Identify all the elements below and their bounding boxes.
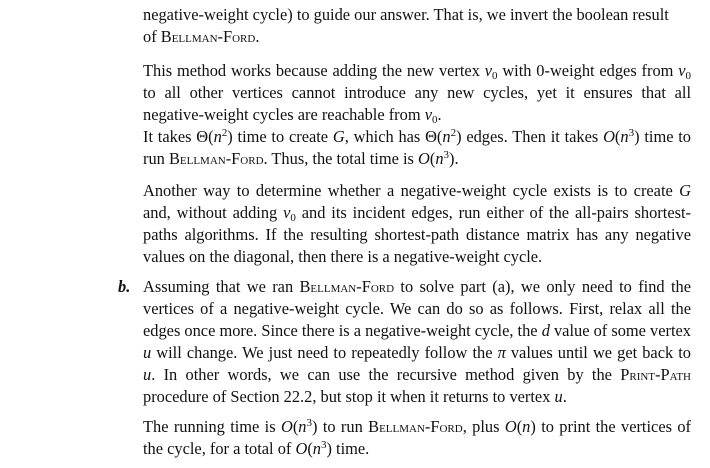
math-sup: 3 [443, 149, 450, 161]
text: with 0-weight edges from [497, 61, 679, 80]
text: ) time to create [227, 127, 333, 146]
text: value of some vertex [549, 321, 691, 340]
text: The running time is [143, 417, 281, 436]
procedure-name: Print-Path [620, 365, 691, 384]
text: Another way to determine whether a negative-weight cycle exists is to create [143, 181, 680, 200]
math-sup: 3 [306, 417, 312, 429]
text: ( [292, 417, 299, 436]
algorithm-name: Bellman-Ford [168, 149, 264, 168]
math-var: n [435, 149, 444, 168]
text: . [562, 387, 567, 406]
math-var: u [143, 365, 152, 384]
math-var: n [312, 439, 321, 458]
algorithm-name: Bellman-Ford [368, 417, 463, 436]
math-var: G [679, 181, 691, 200]
math-var: O [295, 439, 308, 458]
text: ( [516, 417, 523, 436]
math-var: G [332, 127, 345, 146]
text: ) time to run [143, 127, 692, 168]
math-var: u [554, 387, 563, 406]
text: procedure of Section 22.2, but stop it when it returns to vertex [143, 387, 555, 406]
text: . [437, 105, 442, 124]
text: and, without adding [143, 203, 284, 222]
math-var: d [541, 321, 550, 340]
math-var: n [522, 417, 531, 436]
math-sub: 0 [492, 70, 498, 82]
text: of [143, 27, 161, 46]
math-sup: 2 [221, 127, 228, 139]
text: . Thus, the total time is [263, 149, 419, 168]
text: to all other vertices cannot introduce any new cycles, yet it ensures that all negative-weight cycles are reachable from [143, 83, 691, 124]
text: ). [449, 149, 459, 168]
algorithm-name: Bellman-Ford [299, 277, 395, 296]
paragraph-cycle-running-time [143, 416, 691, 460]
math-var: u [143, 343, 152, 362]
text: ( [307, 439, 313, 458]
paragraph-method-works [143, 60, 691, 126]
text: , plus [462, 417, 505, 436]
text: ( [614, 127, 621, 146]
algorithm-name: Bellman-Ford [160, 27, 256, 46]
text: values until we get back to [505, 343, 691, 362]
text: to solve part (a), we only need to find the vertices of a negative-weight cycle. We can do so as follows. First, relax all the edges once more. Since there is a negative-weight cycle, the [143, 277, 691, 340]
text: ) to run [312, 417, 369, 436]
text: . In other words, we can use the recursive method given by the [151, 365, 621, 384]
math-var: n [442, 127, 451, 146]
math-var: O [603, 127, 615, 146]
text: ) edges. Then it takes [456, 127, 604, 146]
text: Assuming that we ran [143, 277, 300, 296]
math-sub: 0 [685, 70, 691, 82]
text: This method works because adding the new vertex [143, 61, 485, 80]
math-var: v [484, 61, 493, 80]
math-sub: 0 [290, 212, 296, 224]
paragraph-running-time [143, 126, 691, 170]
text: ) to print the vertices of the cycle, for a total of [143, 417, 691, 458]
math-var: v [424, 105, 432, 124]
text: will change. We just need to repeatedly follow the [151, 343, 498, 362]
text: ( [429, 149, 436, 168]
math-sup: 3 [628, 127, 635, 139]
text: It takes Θ( [143, 127, 214, 146]
text: and its incident edges, run either of the all-pairs shortest-paths algorithms. If the resulting shortest-path distance matrix has any negative values on the diagonal, then there is a negative-weight cycle. [143, 203, 691, 266]
text: ) time. [326, 439, 370, 458]
paragraph-another-way [143, 180, 691, 268]
paragraph-find-cycle [143, 276, 691, 408]
math-var: O [280, 417, 293, 436]
text: negative-weight cycle) to guide our answer. That is, we invert the boolean result [143, 5, 669, 24]
math-sub: 0 [431, 114, 438, 126]
math-var: n [213, 127, 222, 146]
math-sup: 3 [320, 439, 327, 451]
text: . [255, 27, 260, 46]
math-var: n [298, 417, 307, 436]
math-var: O [418, 149, 430, 168]
math-var: O [504, 417, 517, 436]
text: , which has Θ( [344, 127, 443, 146]
math-sup: 2 [450, 127, 457, 139]
item-label: b. [118, 277, 131, 296]
math-var: v [283, 203, 291, 222]
math-var: v [678, 61, 686, 80]
math-var: π [497, 343, 506, 362]
list-item-b [118, 276, 691, 460]
paragraph-invert-result [143, 4, 691, 48]
math-var: n [620, 127, 629, 146]
